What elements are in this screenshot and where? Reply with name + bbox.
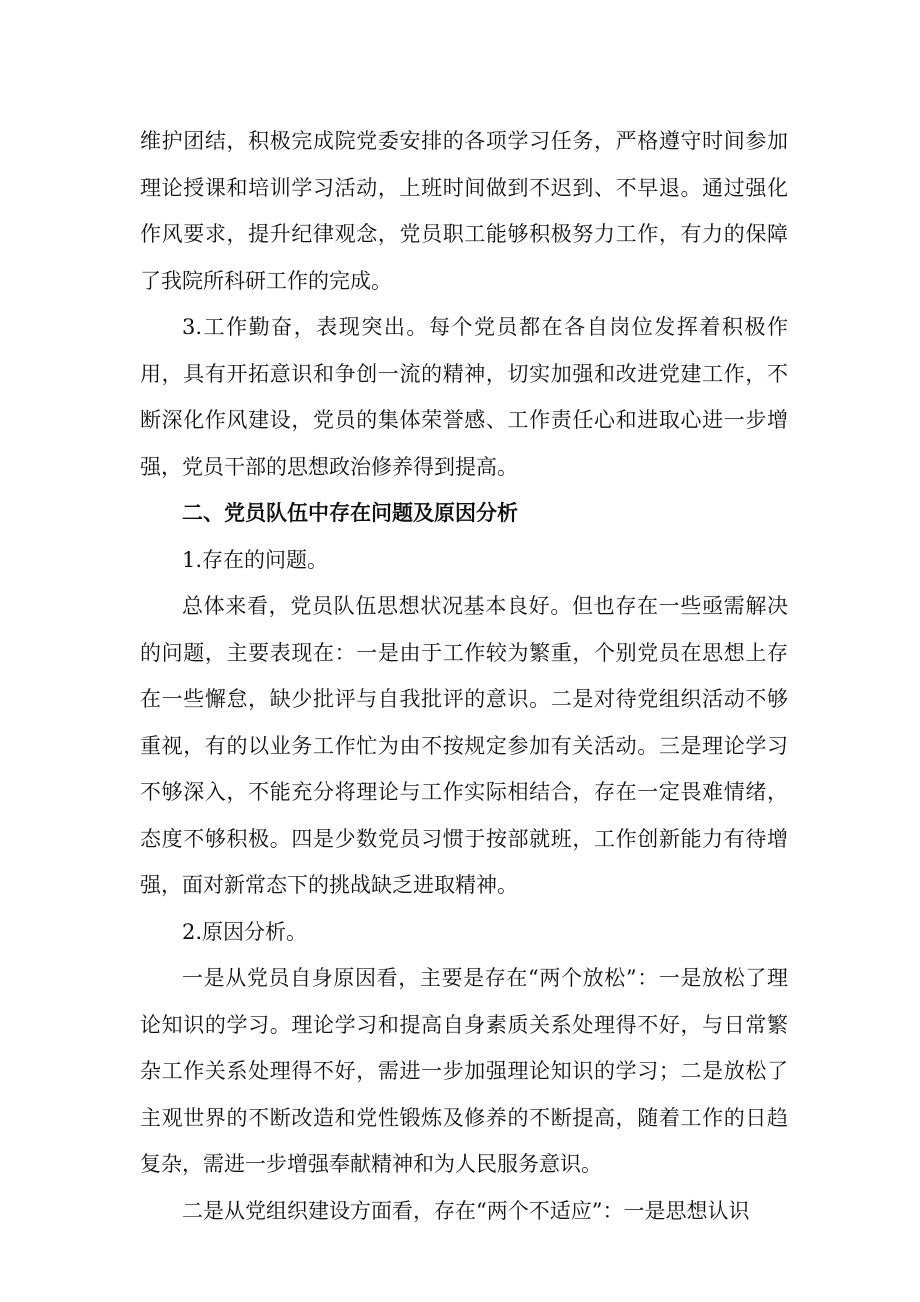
section-heading-problems-analysis: 二、党员队伍中存在问题及原因分析 (182, 500, 518, 525)
subheading-existing-problems: 1.存在的问题。 (182, 547, 329, 572)
paragraph-work-diligence: 3.工作勤奋，表现突出。每个党员都在各自岗位发挥着积极作用，具有开拓意识和争创一流的精神，切实加强和改进党建工作，不断深化作风建设，党员的集体荣誉感、工作责任心和进取心进一步增强，党员干部的思想政治修养得到提高。 (140, 315, 788, 479)
paragraph-organization-causes: 二是从党组织建设方面看，存在“两个不适应”：一是思想认识 (182, 1198, 750, 1223)
paragraph-problems-detail: 总体来看，党员队伍思想状况基本良好。但也存在一些亟需解决的问题，主要表现在：一是由于工作较为繁重，个别党员在思想上存在一些懈怠，缺少批评与自我批评的意识。二是对待党组织活动不够重视，有的以业务工作忙为由不按规定参加有关活动。三是理论学习不够深入，不能充分将理论与工作实际相结合，存在一定畏难情绪，态度不够积极。四是少数党员习惯于按部就班，工作创新能力有待增强，面对新常态下的挑战缺乏进取精神。 (140, 594, 788, 897)
subheading-cause-analysis: 2.原因分析。 (182, 919, 308, 944)
paragraph-discipline-continued: 维护团结，积极完成院党委安排的各项学习任务，严格遵守时间参加理论授课和培训学习活动，上班时间做到不迟到、不早退。通过强化作风要求，提升纪律观念，党员职工能够积极努力工作，有力的保障了我院所科研工作的完成。 (140, 129, 788, 293)
document-body (140, 118, 788, 1234)
paragraph-member-causes: 一是从党员自身原因看，主要是存在“两个放松”：一是放松了理论知识的学习。理论学习和提高自身素质关系处理得不好，与日常繁杂工作关系处理得不好，需进一步加强理论知识的学习；二是放松了主观世界的不断改造和党性锻炼及修养的不断提高，随着工作的日趋复杂，需进一步增强奉献精神和为人民服务意识。 (140, 966, 788, 1176)
